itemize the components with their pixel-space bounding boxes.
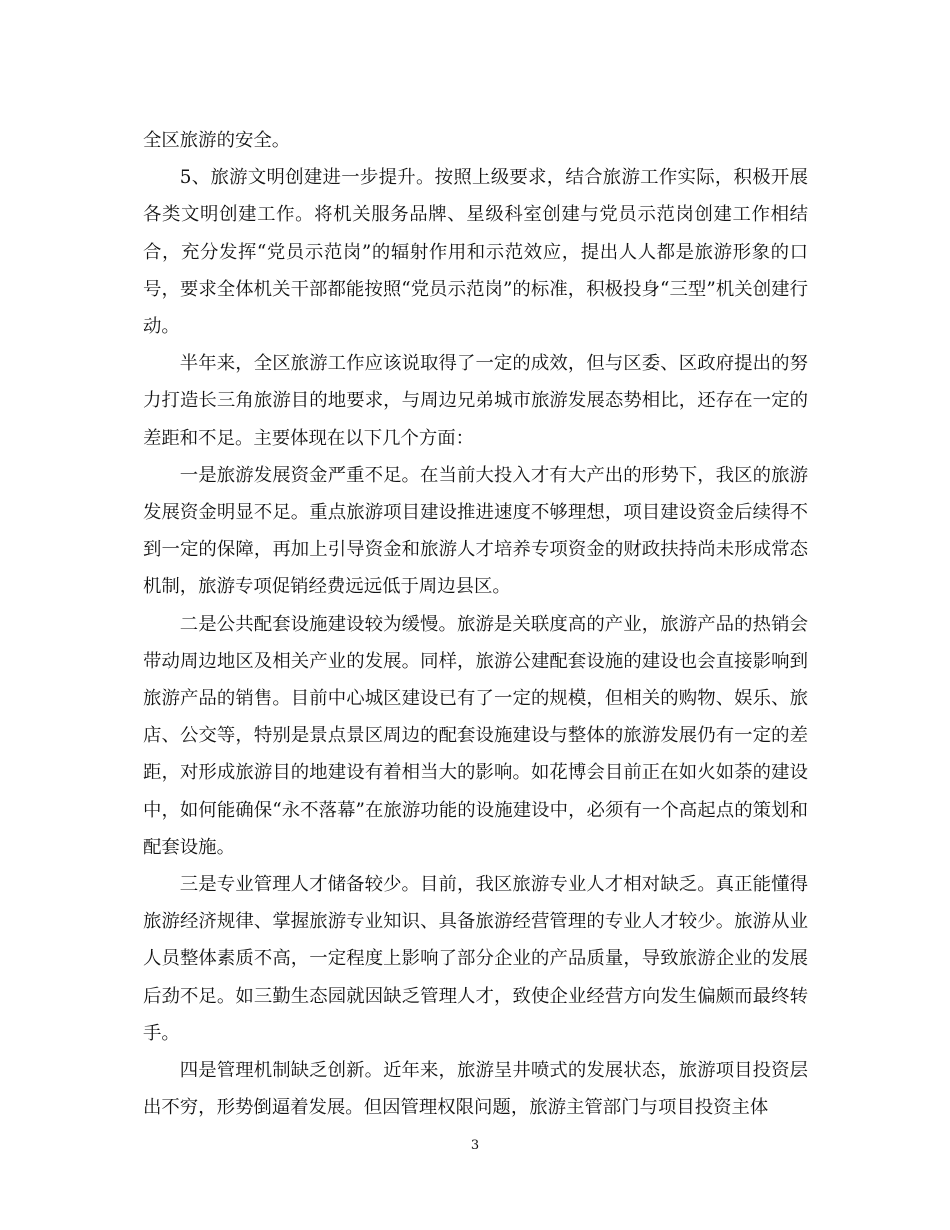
paragraph-civilization-building: 5、旅游文明创建进一步提升。按照上级要求，结合旅游工作实际，积极开展各类文明创建工作。将机关服务品牌、星级科室创建与党员示范岗创建工作相结合，充分发挥“党员示范岗”的辐射作用和示范效应，提出人人都是旅游形象的口号，要求全体机关干部都能按照“党员示范岗”的标准，积极投身“三型”机关创建行动。: [143, 167, 808, 338]
paragraph-funding-shortage: 一是旅游发展资金严重不足。在当前大投入才有大产出的形势下，我区的旅游发展资金明显不足。重点旅游项目建设推进速度不够理想，项目建设资金后续得不到一定的保障，再加上引导资金和旅游人才培养专项资金的财政扶持尚未形成常态机制，旅游专项促销经费远远低于周边县区。: [143, 464, 808, 598]
paragraph-safety-closing: 全区旅游的安全。: [143, 130, 291, 151]
paragraph-public-facilities: 二是公共配套设施建设较为缓慢。旅游是关联度高的产业，旅游产品的热销会带动周边地区及相关产业的发展。同样，旅游公建配套设施的建设也会直接影响到旅游产品的销售。目前中心城区建设已有了一定的规模，但相关的购物、娱乐、旅店、公交等，特别是景点景区周边的配套设施建设与整体的旅游发展仍有一定的差距，对形成旅游目的地建设有着相当大的影响。如花博会目前正在如火如荼的建设中，如何能确保“永不落幕”在旅游功能的设施建设中，必须有一个高起点的策划和配套设施。: [143, 613, 808, 858]
document-body: [143, 122, 808, 1126]
paragraph-half-year-summary: 半年来，全区旅游工作应该说取得了一定的成效，但与区委、区政府提出的努力打造长三角旅游目的地要求，与周边兄弟城市旅游发展态势相比，还存在一定的差距和不足。主要体现在以下几个方面：: [143, 353, 808, 449]
paragraph-management-mechanism: 四是管理机制缺乏创新。近年来，旅游呈井喷式的发展状态，旅游项目投资层出不穷，形势倒逼着发展。但因管理权限问题，旅游主管部门与项目投资主体: [143, 1060, 808, 1119]
paragraph-talent-shortage: 三是专业管理人才储备较少。目前，我区旅游专业人才相对缺乏。真正能懂得旅游经济规律、掌握旅游专业知识、具备旅游经营管理的专业人才较少。旅游从业人员整体素质不高，一定程度上影响了部分企业的产品质量，导致旅游企业的发展后劲不足。如三勤生态园就因缺乏管理人才，致使企业经营方向发生偏颇而最终转手。: [143, 874, 808, 1044]
page-number: 3: [470, 1138, 480, 1153]
